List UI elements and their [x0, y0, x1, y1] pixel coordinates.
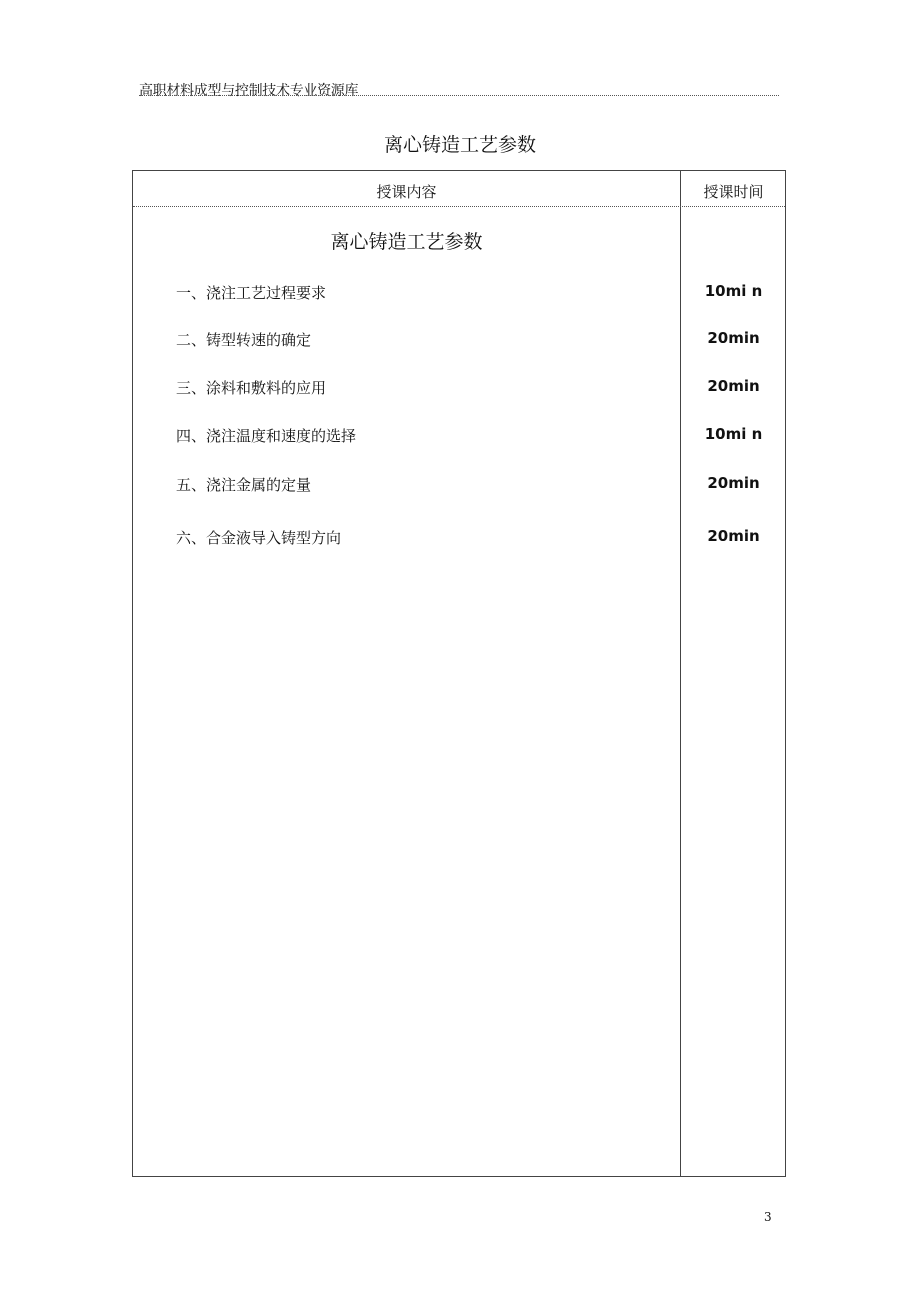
row-duration: 10mi n — [704, 425, 763, 443]
header-row-rule — [133, 206, 785, 207]
row-duration: 20min — [707, 527, 760, 545]
column-header-time: 授课时间 — [703, 183, 764, 201]
header-rule — [139, 95, 779, 96]
table-row — [133, 425, 785, 449]
running-header: 高职材料成型与控制技术专业资源库 — [139, 83, 359, 99]
table-row — [133, 282, 785, 306]
page-number: 3 — [764, 1210, 772, 1224]
table-row — [133, 474, 785, 498]
column-divider — [680, 171, 681, 1176]
row-duration: 20min — [707, 329, 760, 347]
document-title: 离心铸造工艺参数 — [383, 134, 536, 156]
row-item: 三、涂料和敷料的应用 — [176, 379, 327, 397]
row-duration: 20min — [707, 474, 760, 492]
table-row — [133, 329, 785, 353]
row-item: 四、浇注温度和速度的选择 — [176, 427, 357, 445]
row-duration: 20min — [707, 377, 760, 395]
row-item: 二、铸型转速的确定 — [176, 331, 312, 349]
lesson-table — [132, 170, 786, 1177]
table-row — [133, 377, 785, 401]
row-duration: 10mi n — [704, 282, 763, 300]
row-item: 六、合金液导入铸型方向 — [176, 529, 342, 547]
column-header-content: 授课内容 — [376, 183, 437, 201]
row-item: 五、浇注金属的定量 — [176, 476, 312, 494]
table-row — [133, 527, 785, 551]
section-title: 离心铸造工艺参数 — [330, 231, 483, 253]
row-item: 一、浇注工艺过程要求 — [176, 284, 327, 302]
